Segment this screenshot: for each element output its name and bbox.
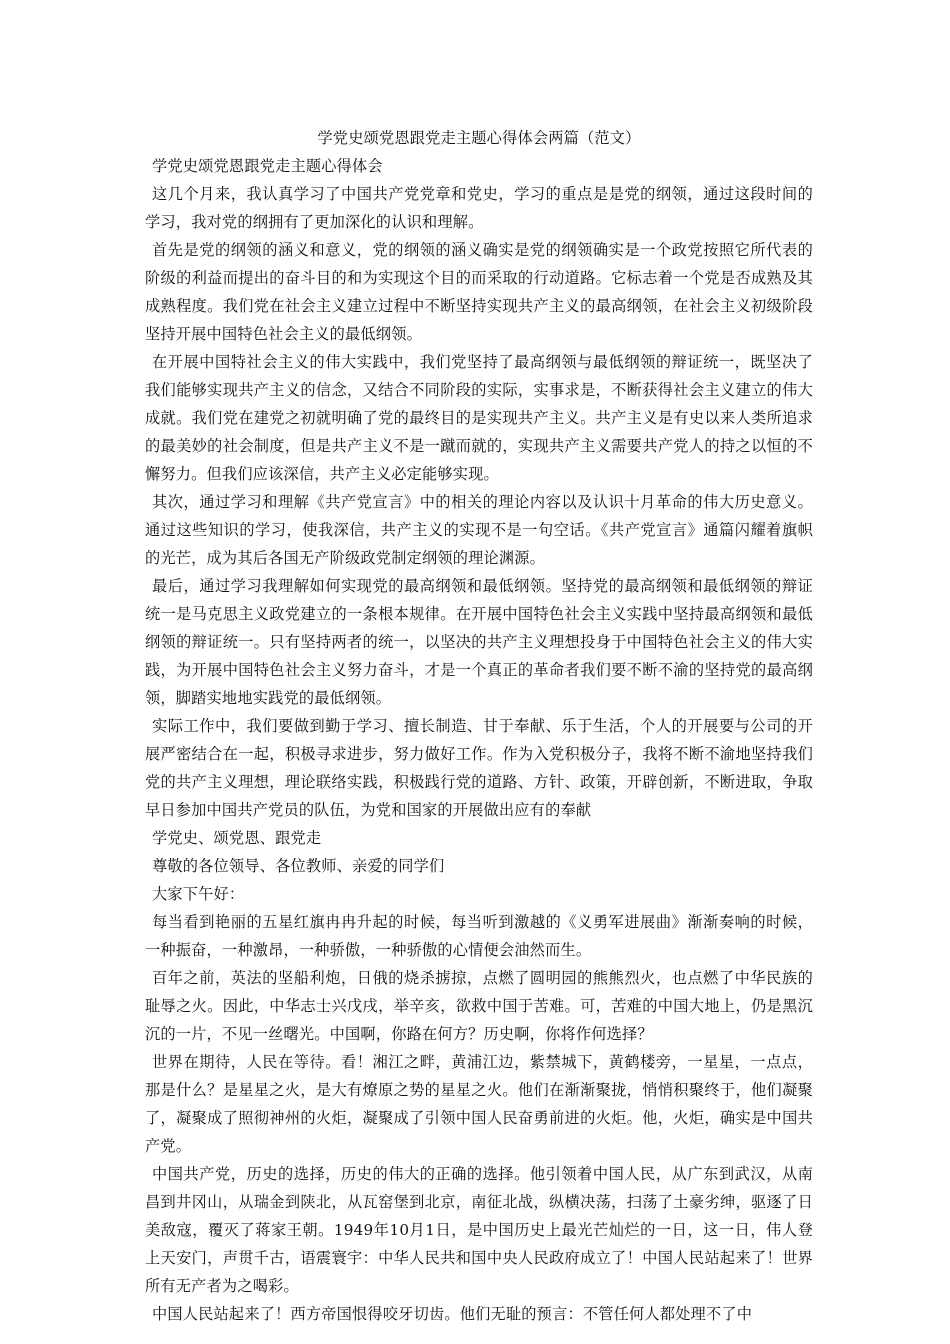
body-paragraph: 其次，通过学习和理解《共产党宣言》中的相关的理论内容以及认识十月革命的伟大历史意义。通过这些知识的学习，使我深信，共产主义的实现不是一句空话。《共产党宣言》通篇闪耀着旗帜的光芒，成为其后各国无产阶级政党制定纲领的理论渊源。 bbox=[145, 493, 813, 567]
greeting: 大家下午好： bbox=[152, 885, 245, 903]
salutation: 尊敬的各位领导、各位教师、亲爱的同学们 bbox=[152, 857, 445, 875]
body-paragraph: 实际工作中，我们要做到勤于学习、擅长制造、甘于奉献、乐于生活，个人的开展要与公司的开展严密结合在一起，积极寻求进步，努力做好工作。作为入党积极分子，我将不断不渝地坚持我们党的共产主义理想，理论联络实践，积极践行党的道路、方针、政策，开辟创新，不断进取，争取早日参加中国共产党员的队伍，为党和国家的开展做出应有的奉献 bbox=[145, 717, 813, 819]
subtitle-paragraph: 学党史颂党恩跟党走主题心得体会 bbox=[152, 157, 383, 175]
body-paragraph: 这几个月来，我认真学习了中国共产党党章和党史，学习的重点是是党的纲领，通过这段时间的学习，我对党的纲拥有了更加深化的认识和理解。 bbox=[145, 185, 813, 231]
body-paragraph: 中国人民站起来了！西方帝国恨得咬牙切齿。他们无耻的预言：不管任何人都处理不了中 bbox=[152, 1305, 753, 1323]
body-paragraph: 每当看到艳丽的五星红旗冉冉升起的时候，每当听到激越的《义勇军进展曲》渐渐奏响的时候，一种振奋，一种激昂，一种骄傲，一种骄傲的心情便会油然而生。 bbox=[145, 913, 813, 959]
section-heading: 学党史、颂党恩、跟党走 bbox=[152, 829, 322, 847]
body-paragraph: 最后，通过学习我理解如何实现党的最高纲领和最低纲领。坚持党的最高纲领和最低纲领的辩证统一是马克思主义政党建立的一条根本规律。在开展中国特色社会主义实践中坚持最高纲领和最低纲领的辩证统一。只有坚持两者的统一，以坚决的共产主义理想投身于中国特色社会主义的伟大实践，为开展中国特色社会主义努力奋斗，才是一个真正的革命者我们要不断不渝的坚持党的最高纲领，脚踏实地地实践党的最低纲领。 bbox=[145, 577, 813, 707]
body-paragraph: 首先是党的纲领的涵义和意义，党的纲领的涵义确实是党的纲领确实是一个政党按照它所代表的阶级的利益而提出的奋斗目的和为实现这个目的而采取的行动道路。它标志着一个党是否成熟及其成熟程度。我们党在社会主义建立过程中不断坚持实现共产主义的最高纲领，在社会主义初级阶段坚持开展中国特色社会主义的最低纲领。 bbox=[145, 241, 813, 343]
document-page bbox=[145, 124, 813, 1328]
body-paragraph: 在开展中国特社会主义的伟大实践中，我们党坚持了最高纲领与最低纲领的辩证统一，既坚决了我们能够实现共产主义的信念，又结合不同阶段的实际，实事求是，不断获得社会主义建立的伟大成就。我们党在建党之初就明确了党的最终目的是实现共产主义。共产主义是有史以来人类所追求的最美妙的社会制度，但是共产主义不是一蹴而就的，实现共产主义需要共产党人的持之以恒的不懈努力。但我们应该深信，共产主义必定能够实现。 bbox=[145, 353, 813, 483]
body-paragraph: 百年之前，英法的坚船利炮，日俄的烧杀掳掠，点燃了圆明园的熊熊烈火，也点燃了中华民族的耻辱之火。因此，中华志士兴戊戌，举辛亥，欲救中国于苦难。可，苦难的中国大地上，仍是黑沉沉的一片，不见一丝曙光。中国啊，你路在何方？历史啊，你将作何选择？ bbox=[145, 969, 813, 1043]
body-paragraph: 中国共产党，历史的选择，历史的伟大的正确的选择。他引领着中国人民，从广东到武汉，从南昌到井冈山，从瑞金到陕北，从瓦窑堡到北京，南征北战，纵横决荡，扫荡了土豪劣绅，驱逐了日美敌寇，覆灭了蒋家王朝。1949年10月1日，是中国历史上最光芒灿烂的一日，这一日，伟人登上天安门，声贯千古，语震寰宇：中华人民共和国中央人民政府成立了！中国人民站起来了！世界所有无产者为之喝彩。 bbox=[145, 1165, 813, 1295]
body-paragraph: 世界在期待，人民在等待。看！湘江之畔，黄浦江边，紫禁城下，黄鹤楼旁，一星星，一点点，那是什么？是星星之火，是大有燎原之势的星星之火。他们在渐渐聚拢，悄悄积聚终于，他们凝聚了，凝聚成了照彻神州的火炬，凝聚成了引领中国人民奋勇前进的火炬。他，火炬，确实是中国共产党。 bbox=[145, 1053, 813, 1155]
document-title: 学党史颂党恩跟党走主题心得体会两篇（范文） bbox=[317, 129, 641, 147]
